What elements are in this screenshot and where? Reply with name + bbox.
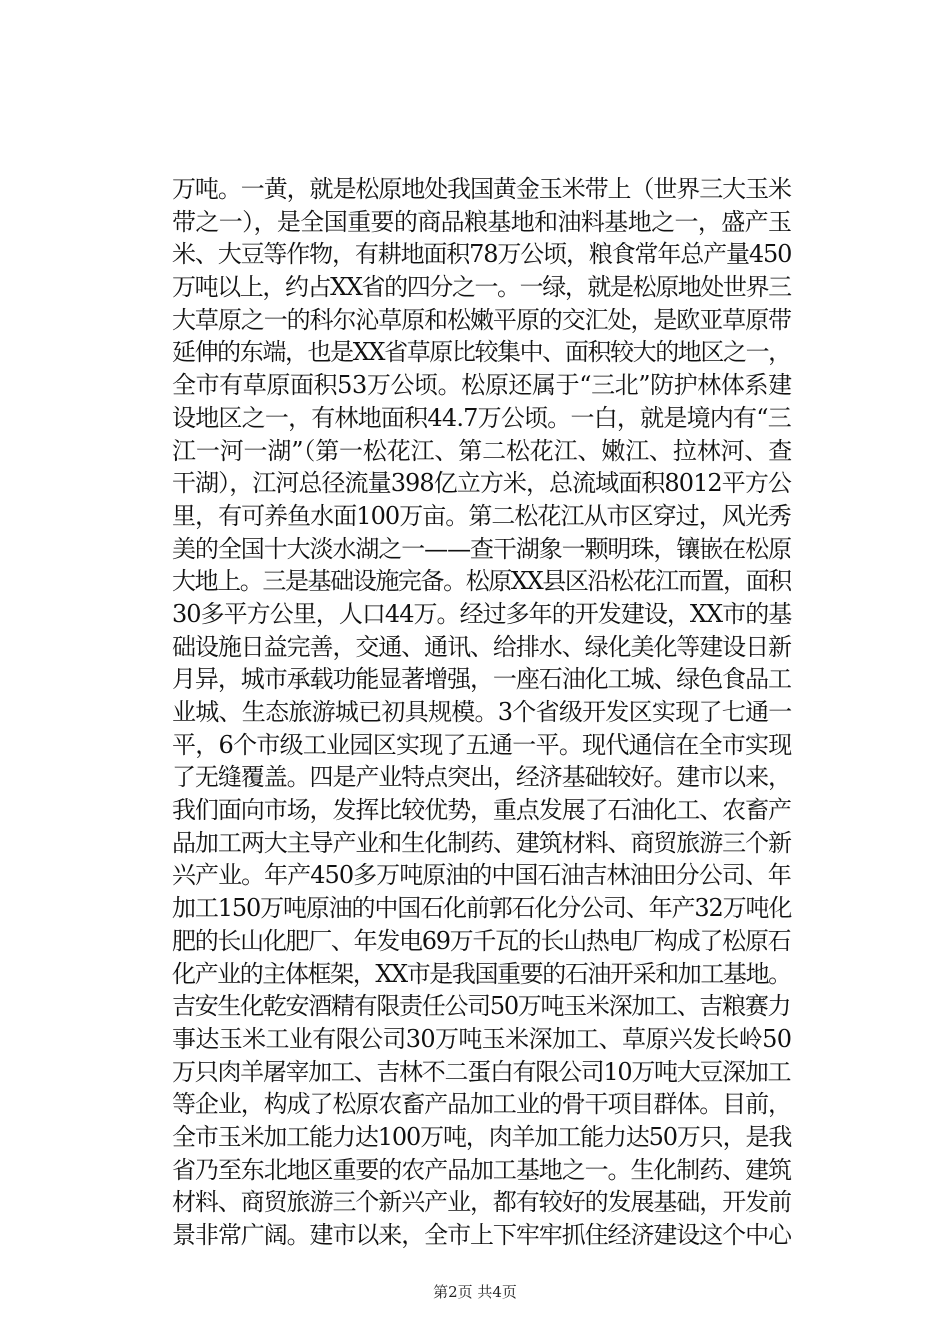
text-line: 化产业的主体框架，XX市是我国重要的石油开采和加工基地。 (172, 959, 791, 988)
text-line: 万吨以上，约占XX省的四分之一。一绿，就是松原地处世界三 (172, 273, 791, 302)
text-line: 江一河一湖”（第一松花江、第二松花江、嫩江、拉林河、查 (172, 436, 793, 465)
text-line: 万吨。一黄，就是松原地处我国黄金玉米带上（世界三大玉米 (172, 175, 791, 203)
text-line: 品加工两大主导产业和生化制药、建筑材料、商贸旅游三个新 (172, 828, 791, 857)
text-line: 材料、商贸旅游三个新兴产业，都有较好的发展基础，开发前 (172, 1188, 791, 1217)
text-line: 等企业，构成了松原农畜产品加工业的骨干项目群体。目前， (172, 1090, 791, 1119)
text-line: 吉安生化乾安酒精有限责任公司50万吨玉米深加工、吉粮赛力 (172, 992, 791, 1021)
text-line: 30多平方公里，人口44万。经过多年的开发建设，XX市的基 (172, 599, 792, 628)
text-line: 全市玉米加工能力达100万吨，肉羊加工能力达50万只，是我 (172, 1122, 792, 1151)
text-line: 月异，城市承载功能显著增强，一座石油化工城、绿色食品工 (172, 665, 791, 694)
text-line: 了无缝覆盖。四是产业特点突出，经济基础较好。建市以来， (172, 763, 791, 792)
text-line: 大地上。三是基础设施完备。松原XX县区沿松花江而置，面积 (172, 567, 791, 596)
body-text (172, 173, 792, 1252)
text-line: 景非常广阔。建市以来，全市上下牢牢抓住经济建设这个中心 (172, 1221, 791, 1249)
text-line: 加工150万吨原油的中国石化前郭石化分公司、年产32万吨化 (172, 894, 792, 923)
text-line: 干湖），江河总径流量398亿立方米，总流域面积8012平方公 (172, 469, 791, 498)
text-line: 大草原之一的科尔沁草原和松嫩平原的交汇处，是欧亚草原带 (172, 305, 791, 334)
text-line: 事达玉米工业有限公司30万吨玉米深加工、草原兴发长岭50 (172, 1024, 792, 1053)
text-line: 兴产业。年产450多万吨原油的中国石油吉林油田分公司、年 (172, 861, 791, 890)
text-line: 带之一），是全国重要的商品粮基地和油料基地之一，盛产玉 (172, 207, 792, 236)
text-line: 全市有草原面积53万公顷。松原还属于“三北”防护林体系建 (172, 371, 792, 400)
text-line: 万只肉羊屠宰加工、吉林不二蛋白有限公司10万吨大豆深加工 (172, 1057, 791, 1086)
text-line: 础设施日益完善，交通、通讯、给排水、绿化美化等建设日新 (172, 632, 791, 661)
text-line: 米、大豆等作物，有耕地面积78万公顷，粮食常年总产量450 (172, 240, 792, 269)
text-line: 里，有可养鱼水面100万亩。第二松花江从市区穿过，风光秀 (172, 501, 791, 530)
text-line: 业城、生态旅游城已初具规模。3个省级开发区实现了七通一 (172, 698, 792, 726)
text-line: 我们面向市场，发挥比较优势，重点发展了石油化工、农畜产 (172, 796, 791, 825)
text-line: 延伸的东端，也是XX省草原比较集中、面积较大的地区之一， (172, 338, 791, 367)
text-line: 肥的长山化肥厂、年发电69万千瓦的长山热电厂构成了松原石 (172, 926, 791, 955)
text-line: 省乃至东北地区重要的农产品加工基地之一。生化制药、建筑 (172, 1155, 791, 1184)
text-line: 平，6个市级工业园区实现了五通一平。现代通信在全市实现 (172, 730, 792, 759)
text-line: 美的全国十大淡水湖之一——查干湖象一颗明珠，镶嵌在松原 (172, 534, 791, 563)
page-number-footer: 第2页 共4页 (433, 1283, 517, 1301)
text-line: 设地区之一，有林地面积44.7万公顷。一白，就是境内有“三 (172, 403, 791, 432)
